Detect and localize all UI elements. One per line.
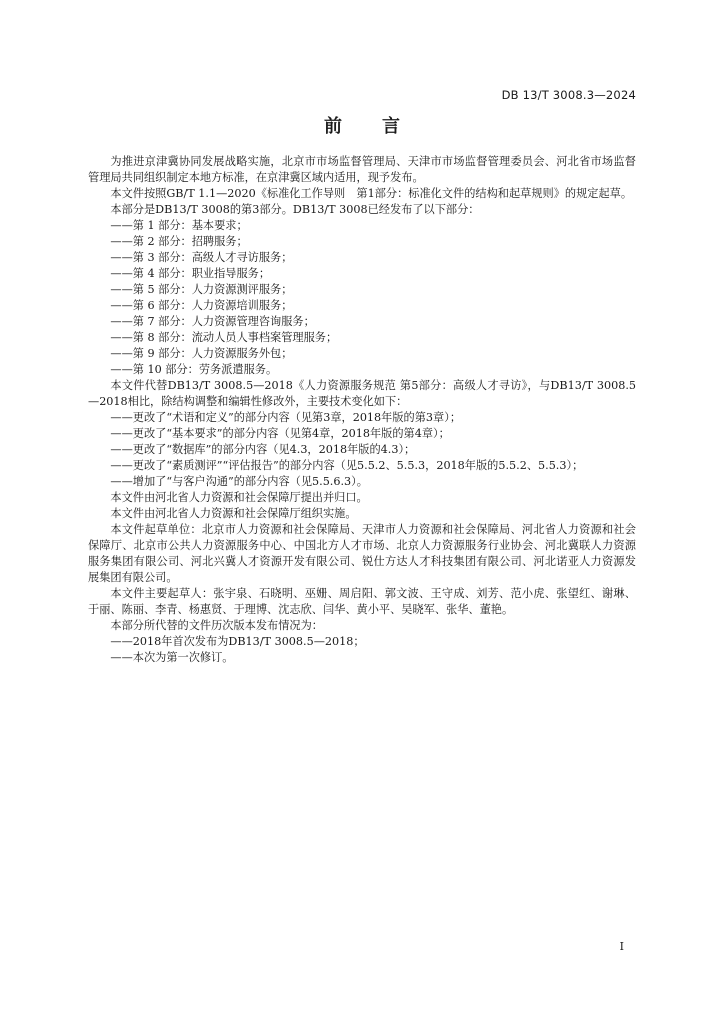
list-item-part: ——第 8 部分：流动人员人事档案管理服务； <box>110 331 338 344</box>
list-item-change: ——增加了“与客户沟通”的部分内容（见5.5.6.3）。 <box>110 475 368 488</box>
paragraph-drafters: 本文件主要起草人：张宇泉、石晓明、巫姗、周启阳、郭文波、王守成、刘芳、范小虎、张望红、谢琳、于丽、陈丽、李青、杨惠贤、于理博、沈志欣、闫华、黄小平、吴晓军、张华、董艳。 <box>88 587 636 616</box>
list-item-part: ——第 1 部分：基本要求； <box>110 219 248 232</box>
list-item-history: ——2018年首次发布为DB13/T 3008.5—2018； <box>110 635 365 648</box>
paragraph-drafting-rule: 本文件按照GB/T 1.1—2020《标准化工作导则 第1部分：标准化文件的结构和起草规则》的规定起草。 <box>110 187 633 200</box>
paragraph-implementer: 本文件由河北省人力资源和社会保障厅组织实施。 <box>110 507 357 520</box>
paragraph-series-intro: 本部分是DB13/T 3008的第3部分。DB13/T 3008已经发布了以下部分： <box>110 203 480 216</box>
list-item-change: ——更改了“术语和定义”的部分内容（见第3章，2018年版的第3章）； <box>110 411 462 424</box>
paragraph-purpose: 为推进京津冀协同发展战略实施，北京市市场监督管理局、天津市市场监督管理委员会、河北省市场监督管理局共同组织制定本地方标准，在京津冀区域内适用，现予发布。 <box>88 155 636 184</box>
document-code: DB 13/T 3008.3—2024 <box>501 88 636 102</box>
list-item-part: ——第 6 部分：人力资源培训服务； <box>110 299 293 312</box>
paragraph-proposer: 本文件由河北省人力资源和社会保障厅提出并归口。 <box>110 491 368 504</box>
page-title: 前言 <box>324 116 440 137</box>
list-item-change: ——更改了“数据库”的部分内容（见4.3，2018年版的4.3）； <box>110 443 416 456</box>
paragraph-drafting-units: 本文件起草单位：北京市人力资源和社会保障局、天津市人力资源和社会保障局、河北省人力资源和社会保障厅、北京市公共人力资源服务中心、中国北方人才市场、北京人力资源服务行业协会、河北冀联人力资源服务集团有限公司、河北兴冀人才资源开发有限公司、锐仕方达人才科技集团有限公司、河北诺亚人力资源发展集团有限公司。 <box>88 523 636 584</box>
list-item-part: ——第 10 部分：劳务派遣服务。 <box>110 363 278 376</box>
list-item-change: ——更改了“素质测评”“评估报告”的部分内容（见5.5.2、5.5.3，2018年版的5.5.2、5.5.3）； <box>110 459 584 472</box>
list-item-part: ——第 7 部分：人力资源管理咨询服务； <box>110 315 315 328</box>
list-item-part: ——第 3 部分：高级人才寻访服务； <box>110 251 293 264</box>
foreword-body <box>88 154 636 666</box>
list-item-part: ——第 9 部分：人力资源服务外包； <box>110 347 293 360</box>
list-item-change: ——更改了“基本要求”的部分内容（见第4章，2018年版的第4章）； <box>110 427 450 440</box>
paragraph-replacement: 本文件代替DB13/T 3008.5—2018《人力资源服务规范 第5部分：高级人才寻访》，与DB13/T 3008.5—2018相比，除结构调整和编辑性修改外，主要技术变化如下： <box>88 379 636 408</box>
list-item-part: ——第 4 部分：职业指导服务； <box>110 267 271 280</box>
list-item-part: ——第 5 部分：人力资源测评服务； <box>110 283 293 296</box>
list-item-part: ——第 2 部分：招聘服务； <box>110 235 248 248</box>
list-item-history: ——本次为第一次修订。 <box>110 651 234 664</box>
page-number: I <box>619 940 624 953</box>
paragraph-history-intro: 本部分所代替的文件历次版本发布情况为： <box>110 619 323 632</box>
